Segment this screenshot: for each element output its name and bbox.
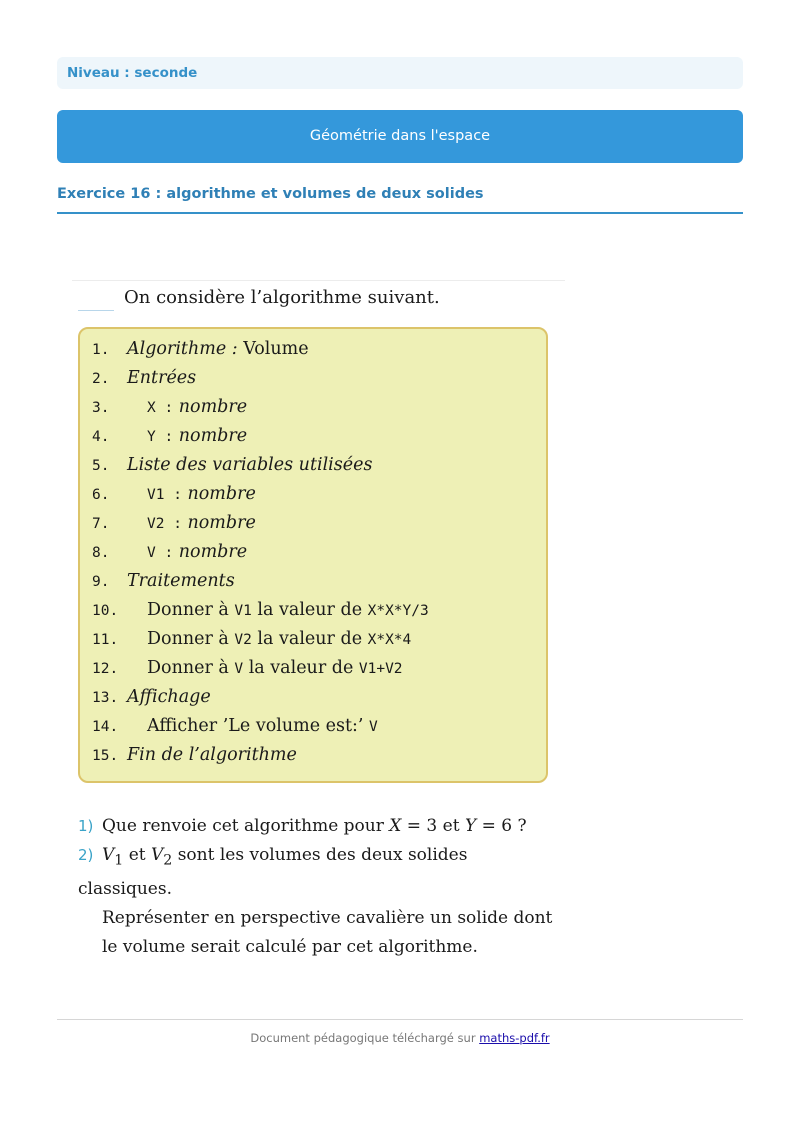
- line-number: 2.: [92, 371, 110, 387]
- type: nombre: [178, 542, 248, 562]
- level-badge: Niveau : seconde: [57, 57, 743, 89]
- line-text: la valeur de: [251, 600, 368, 620]
- variable: X :: [147, 400, 174, 416]
- algorithm-line: [92, 538, 247, 567]
- line-text: la valeur de: [243, 658, 359, 678]
- type: nombre: [187, 484, 256, 504]
- algorithm-line: [92, 364, 196, 393]
- expression: X*X*Y/3: [367, 603, 429, 619]
- top-divider: [72, 280, 565, 281]
- line-number: 7.: [92, 516, 110, 532]
- question-number: 1): [78, 817, 94, 835]
- line-text: Volume: [237, 339, 309, 359]
- line-number: 15.: [92, 748, 119, 764]
- line-text: Donner à: [147, 600, 235, 620]
- line-number: 4.: [92, 429, 110, 445]
- line-text: la valeur de: [251, 629, 368, 649]
- variable: V: [369, 719, 378, 735]
- variable: V1 :: [147, 487, 182, 503]
- type: nombre: [178, 397, 248, 417]
- exercise-image: [72, 280, 565, 958]
- line-text: Donner à: [147, 629, 235, 649]
- line-number: 13.: [92, 690, 119, 706]
- algorithm-line: [92, 451, 372, 480]
- algorithm-line: [92, 509, 256, 538]
- footer-text: Document pédagogique téléchargé sur: [250, 1031, 480, 1045]
- line-number: 1.: [92, 342, 110, 358]
- question-2: 2) $V_1$ et $V_2$ sont les volumes des deux solides classiques. Représenter en perspective cavalière un solide dont le volume serait calculé par cet algorithme.: [78, 841, 558, 962]
- footer-link[interactable]: maths-pdf.fr: [479, 1031, 550, 1045]
- variable: V: [234, 661, 244, 677]
- line-text: Afficher ’Le volume est:’: [147, 716, 370, 736]
- line-number: 6.: [92, 487, 110, 503]
- type: nombre: [187, 513, 256, 533]
- algorithm-line: [92, 422, 247, 451]
- algorithm-line: [92, 596, 429, 625]
- line-number: 14.: [92, 719, 119, 735]
- algorithm-line: [92, 625, 411, 654]
- line-text: Donner à: [147, 658, 235, 678]
- question-1: 1) Que renvoie cet algorithme pour X = 3 et Y = 6 ?: [78, 812, 558, 841]
- line-number: 3.: [92, 400, 110, 416]
- keyword: Liste des variables utilisées: [127, 455, 373, 475]
- keyword: Algorithme :: [127, 339, 238, 359]
- chapter-banner: Géométrie dans l'espace: [57, 110, 743, 163]
- algorithm-line: [92, 393, 247, 422]
- variable: V2 :: [147, 516, 182, 532]
- question-number: 2): [78, 846, 94, 864]
- keyword: Affichage: [127, 687, 211, 707]
- expression: X*X*4: [367, 632, 412, 648]
- line-number: 12.: [92, 661, 119, 677]
- exercise-title: Exercice 16 : algorithme et volumes de deux solides: [57, 186, 743, 214]
- algorithm-line: [92, 480, 256, 509]
- algorithm-box: [78, 327, 548, 783]
- exercise-intro: On considère l’algorithme suivant.: [124, 287, 440, 308]
- variable: V :: [147, 545, 174, 561]
- line-number: 9.: [92, 574, 110, 590]
- algorithm-line: [92, 741, 297, 770]
- footer: [0, 1031, 800, 1045]
- variable: V1: [234, 603, 252, 619]
- algorithm-line: [92, 712, 378, 741]
- line-number: 10.: [92, 603, 119, 619]
- exercise-number-line: [78, 310, 114, 311]
- algorithm-line: [92, 683, 211, 712]
- keyword: Entrées: [127, 368, 197, 388]
- algorithm-line: [92, 567, 235, 596]
- variable: Y :: [147, 429, 174, 445]
- algorithm-line: [92, 654, 403, 683]
- line-number: 11.: [92, 632, 119, 648]
- keyword: Fin de l’algorithme: [127, 745, 297, 765]
- type: nombre: [178, 426, 248, 446]
- keyword: Traitements: [127, 571, 235, 591]
- variable: V2: [234, 632, 252, 648]
- algorithm-line: [92, 335, 309, 364]
- expression: V1+V2: [358, 661, 403, 677]
- line-number: 8.: [92, 545, 110, 561]
- footer-divider: [57, 1019, 743, 1020]
- line-number: 5.: [92, 458, 110, 474]
